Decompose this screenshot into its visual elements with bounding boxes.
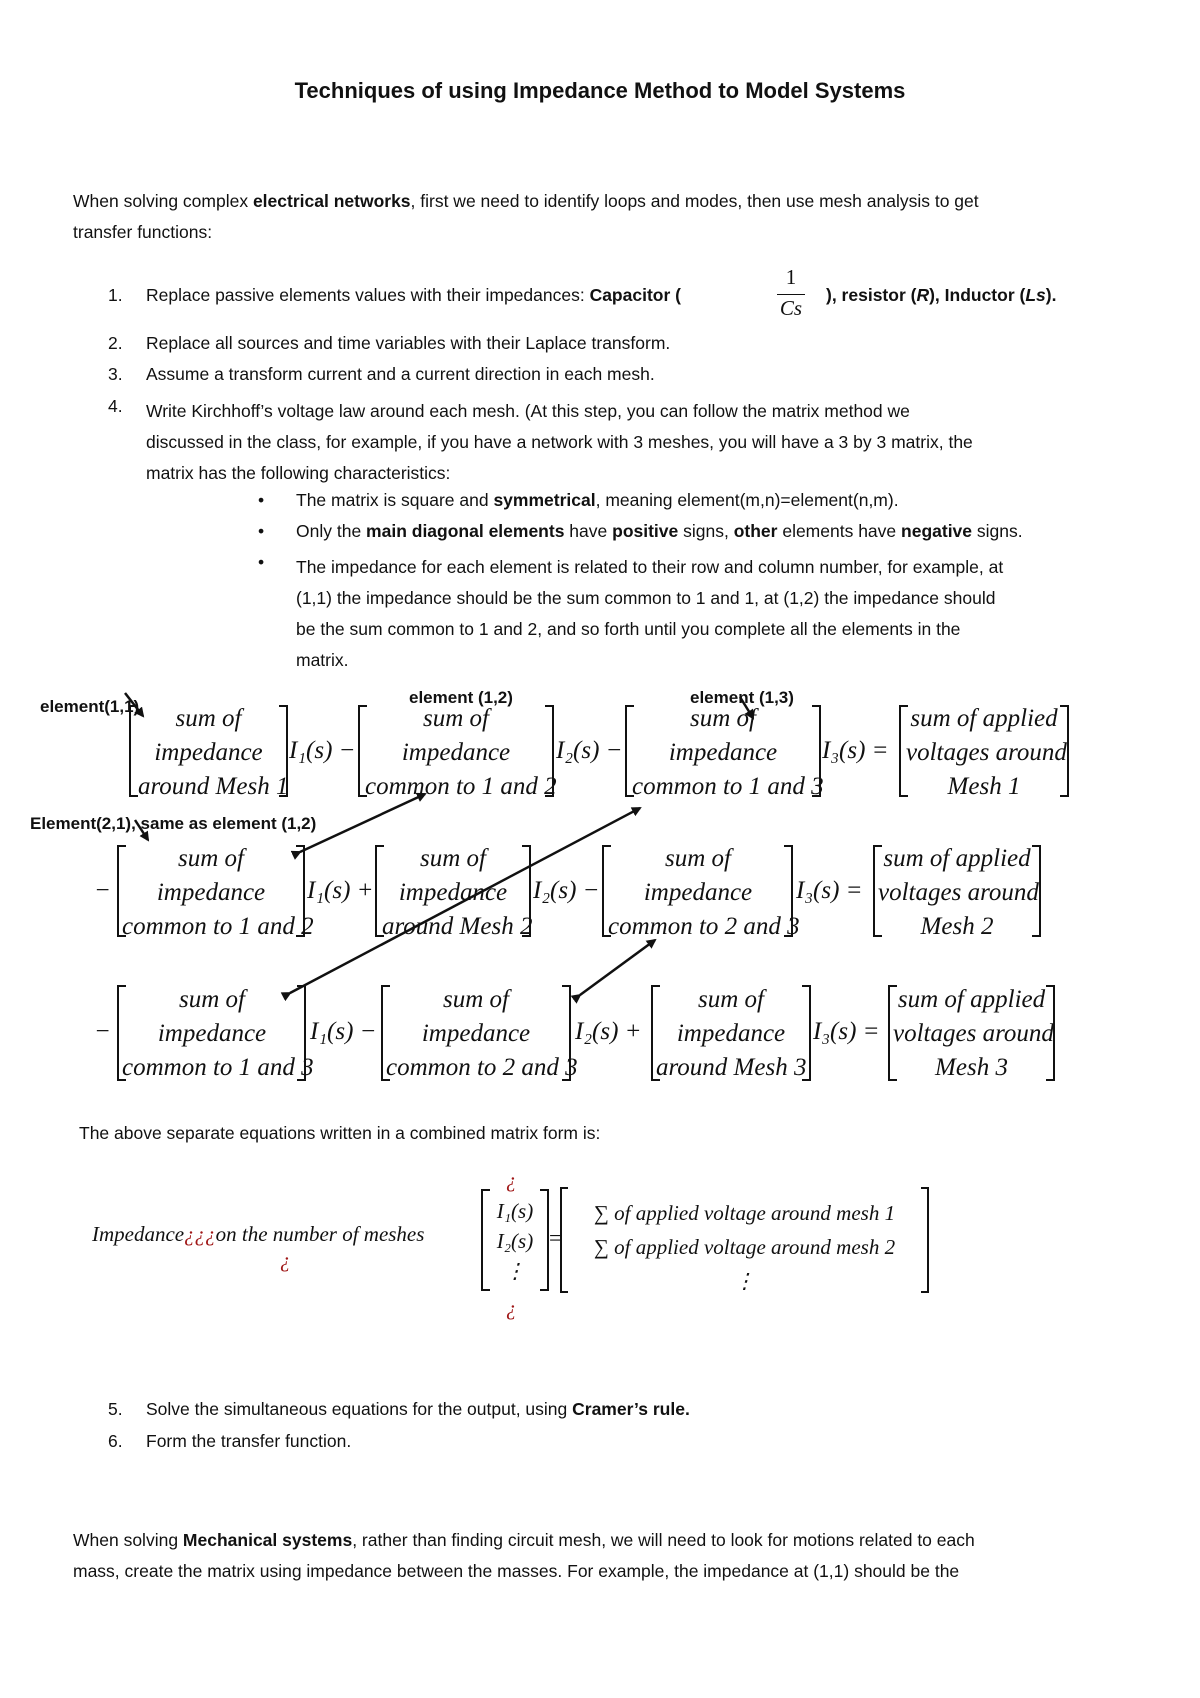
step-number: 1. — [108, 285, 123, 305]
bullet-bold: symmetrical — [493, 490, 596, 510]
mech-text: mass, create the matrix using impedance between the masses. For example, the impedance at (1,1) should be the — [73, 1561, 960, 1581]
bullet-text: Only the — [296, 521, 367, 541]
cell-line: voltages around — [906, 739, 1067, 766]
cell-line: around Mesh 1 — [138, 773, 289, 800]
bullet-dot: • — [258, 552, 265, 572]
cell-line: impedance — [401, 739, 511, 766]
current-term: I₂(s) − — [533, 877, 600, 904]
vector-entry: ∑ of applied voltage around mesh 2 — [593, 1235, 896, 1259]
minus-sign: − — [94, 1018, 111, 1045]
bullet-text: signs. — [972, 521, 1023, 541]
step-number: 6. — [108, 1431, 123, 1451]
step-2: Replace all sources and time variables with their Laplace transform. — [146, 333, 671, 353]
cell-line: sum of — [423, 705, 489, 732]
matrix-cell — [386, 983, 578, 1085]
cell-line: voltages around — [893, 1020, 1054, 1047]
current-term: I₂(s) + — [575, 1018, 642, 1045]
step-bold: ), Inductor ( — [929, 285, 1026, 305]
matrix-cell — [122, 842, 314, 944]
label-element-1-3: element (1,3) — [690, 688, 794, 707]
bullet-text: have — [564, 521, 613, 541]
cell-line: around Mesh 2 — [382, 913, 533, 940]
bullet-dot: • — [258, 521, 265, 541]
combined-intro: The above separate equations written in a combined matrix form is: — [79, 1123, 601, 1143]
cell-line: common to 1 and 2 — [122, 913, 314, 940]
cell-line: impedance — [676, 1020, 786, 1047]
cell-line: sum of — [178, 845, 244, 872]
cell-line: impedance — [643, 879, 753, 906]
cell-line: common to 2 and 3 — [608, 913, 800, 940]
current-vector — [490, 1196, 540, 1286]
label-element-1-1: element(1,1) — [40, 697, 140, 716]
vector-entry: I₁(s) — [496, 1199, 534, 1223]
vector-entry: ⋮ — [734, 1269, 755, 1293]
cell-line: impedance — [157, 1020, 267, 1047]
label-element-1-2: element (1,2) — [409, 688, 513, 707]
double-arrow — [580, 940, 655, 995]
cell-line: common to 1 and 2 — [365, 773, 557, 800]
current-term: I₁(s) + — [307, 877, 374, 904]
cell-line: sum of — [175, 705, 242, 732]
matrix-cell — [365, 702, 557, 804]
rhs-cell — [906, 702, 1067, 804]
bullet-text: matrix. — [296, 650, 349, 670]
bullet-text: be the sum common to 1 and 2, and so forth until you complete all the elements in the — [296, 619, 961, 639]
cell-line: sum of — [443, 986, 509, 1013]
bullet-bold: negative — [901, 521, 973, 541]
step-text: Write Kirchhoff’s voltage law around each mesh. (At this step, you can follow the matrix method we — [146, 401, 910, 421]
cell-line: sum of — [698, 986, 764, 1013]
vector-entry: ⋮ — [504, 1259, 526, 1283]
mech-bold: Mechanical systems — [182, 1530, 353, 1550]
cell-line: impedance — [398, 879, 508, 906]
mechanical-paragraph — [73, 1525, 975, 1587]
lhs-text: Impedance — [92, 1222, 185, 1246]
step-text: matrix has the following characteristics: — [146, 463, 451, 483]
cell-line: impedance — [154, 739, 263, 766]
lhs-text: on the number of meshes — [215, 1222, 425, 1246]
cell-line: sum of — [420, 845, 486, 872]
inductor-symbol: Ls — [1025, 285, 1046, 305]
current-term: I₁(s) − — [289, 737, 356, 764]
current-term: I₁(s) − — [310, 1018, 377, 1045]
matrix-cell — [138, 702, 289, 804]
matrix-cell — [122, 983, 314, 1085]
cell-line: impedance — [668, 739, 778, 766]
bullet-bold: other — [733, 521, 778, 541]
artifact-glyph: ¿¿¿ — [184, 1222, 216, 1246]
vector-entry: ∑ of applied voltage around mesh 1 — [593, 1201, 896, 1225]
step-text: Solve the simultaneous equations for the output, using — [146, 1399, 573, 1419]
bullet-text: The matrix is square and — [296, 490, 494, 510]
matrix-cell — [382, 842, 533, 944]
artifact-glyph: ¿ — [506, 1296, 517, 1320]
step-number: 2. — [108, 333, 123, 353]
step-bold: ), resistor ( — [826, 285, 917, 305]
bullet-text: signs, — [678, 521, 734, 541]
bullet-bold: positive — [612, 521, 679, 541]
cell-line: common to 2 and 3 — [386, 1054, 578, 1081]
step-number: 5. — [108, 1399, 123, 1419]
mech-text: , rather than finding circuit mesh, we will need to look for motions related to each — [352, 1530, 975, 1550]
minus-sign: − — [94, 877, 111, 904]
voltage-vector — [568, 1196, 921, 1298]
matrix-cell — [608, 842, 800, 944]
current-term: I₂(s) − — [556, 737, 623, 764]
cell-line: voltages around — [878, 879, 1039, 906]
cell-line: sum of applied — [910, 705, 1058, 732]
intro-text: , first we need to identify loops and modes, then use mesh analysis to get — [410, 191, 979, 211]
vector-entry: I₂(s) — [496, 1229, 534, 1253]
bullet-dot: • — [258, 490, 265, 510]
current-term: I₃(s) = — [822, 737, 889, 764]
intro-bold: electrical networks — [252, 191, 411, 211]
step-text: discussed in the class, for example, if you have a network with 3 meshes, you will have a 3 by 3 matrix, the — [146, 432, 973, 452]
step-bold: ). — [1045, 285, 1057, 305]
cell-line: sum of applied — [883, 845, 1031, 872]
step-bold: Cramer’s rule. — [572, 1399, 690, 1419]
step-text: Replace passive elements values with their impedances: — [146, 285, 590, 305]
equals-sign: = — [549, 1225, 562, 1250]
matrix-cell — [656, 983, 806, 1085]
cell-line: sum of — [690, 705, 756, 732]
fraction-numerator: 1 — [785, 265, 797, 289]
cell-line: Mesh 3 — [935, 1054, 1008, 1081]
cell-line: Mesh 1 — [947, 773, 1021, 800]
cell-line: sum of applied — [897, 986, 1046, 1013]
current-term: I₃(s) = — [813, 1018, 880, 1045]
step-number: 4. — [108, 396, 123, 416]
cell-line: common to 1 and 3 — [122, 1054, 314, 1081]
fraction-denominator: Cs — [779, 296, 803, 320]
intro-text: When solving complex — [73, 191, 253, 211]
mech-text: When solving — [73, 1530, 183, 1550]
page-title: Techniques of using Impedance Method to Model Systems — [294, 78, 906, 103]
matrix-cell — [632, 702, 824, 804]
combined-lhs — [92, 1222, 424, 1247]
bullet-text: , meaning element(m,n)=element(n,m). — [595, 490, 899, 510]
step-5 — [146, 1399, 690, 1420]
bullet-text: The impedance for each element is related to their row and column number, for example, at — [296, 557, 1004, 577]
current-term: I₃(s) = — [796, 877, 863, 904]
cell-line: impedance — [156, 879, 266, 906]
cell-line: sum of — [179, 986, 245, 1013]
label-element-2-1: Element(2,1), same as element (1,2) — [30, 814, 317, 833]
rhs-cell — [878, 842, 1039, 944]
intro-text: transfer functions: — [73, 222, 213, 242]
artifact-glyph: ¿ — [506, 1168, 517, 1192]
rhs-cell — [893, 983, 1054, 1085]
step-bold: Capacitor ( — [589, 285, 681, 305]
step-3: Assume a transform current and a current direction in each mesh. — [146, 364, 655, 384]
cell-line: around Mesh 3 — [656, 1054, 807, 1081]
step-6: Form the transfer function. — [146, 1431, 352, 1451]
cell-line: common to 1 and 3 — [632, 773, 824, 800]
bullet-bold: main diagonal elements — [366, 521, 565, 541]
cell-line: impedance — [421, 1020, 531, 1047]
artifact-glyph: ¿ — [280, 1248, 291, 1272]
bullet-text: elements have — [777, 521, 902, 541]
cell-line: Mesh 2 — [920, 913, 994, 940]
step-number: 3. — [108, 364, 123, 384]
cell-line: sum of — [665, 845, 731, 872]
bullet-text: (1,1) the impedance should be the sum common to 1 and 1, at (1,2) the impedance should — [296, 588, 996, 608]
resistor-symbol: R — [916, 285, 930, 305]
